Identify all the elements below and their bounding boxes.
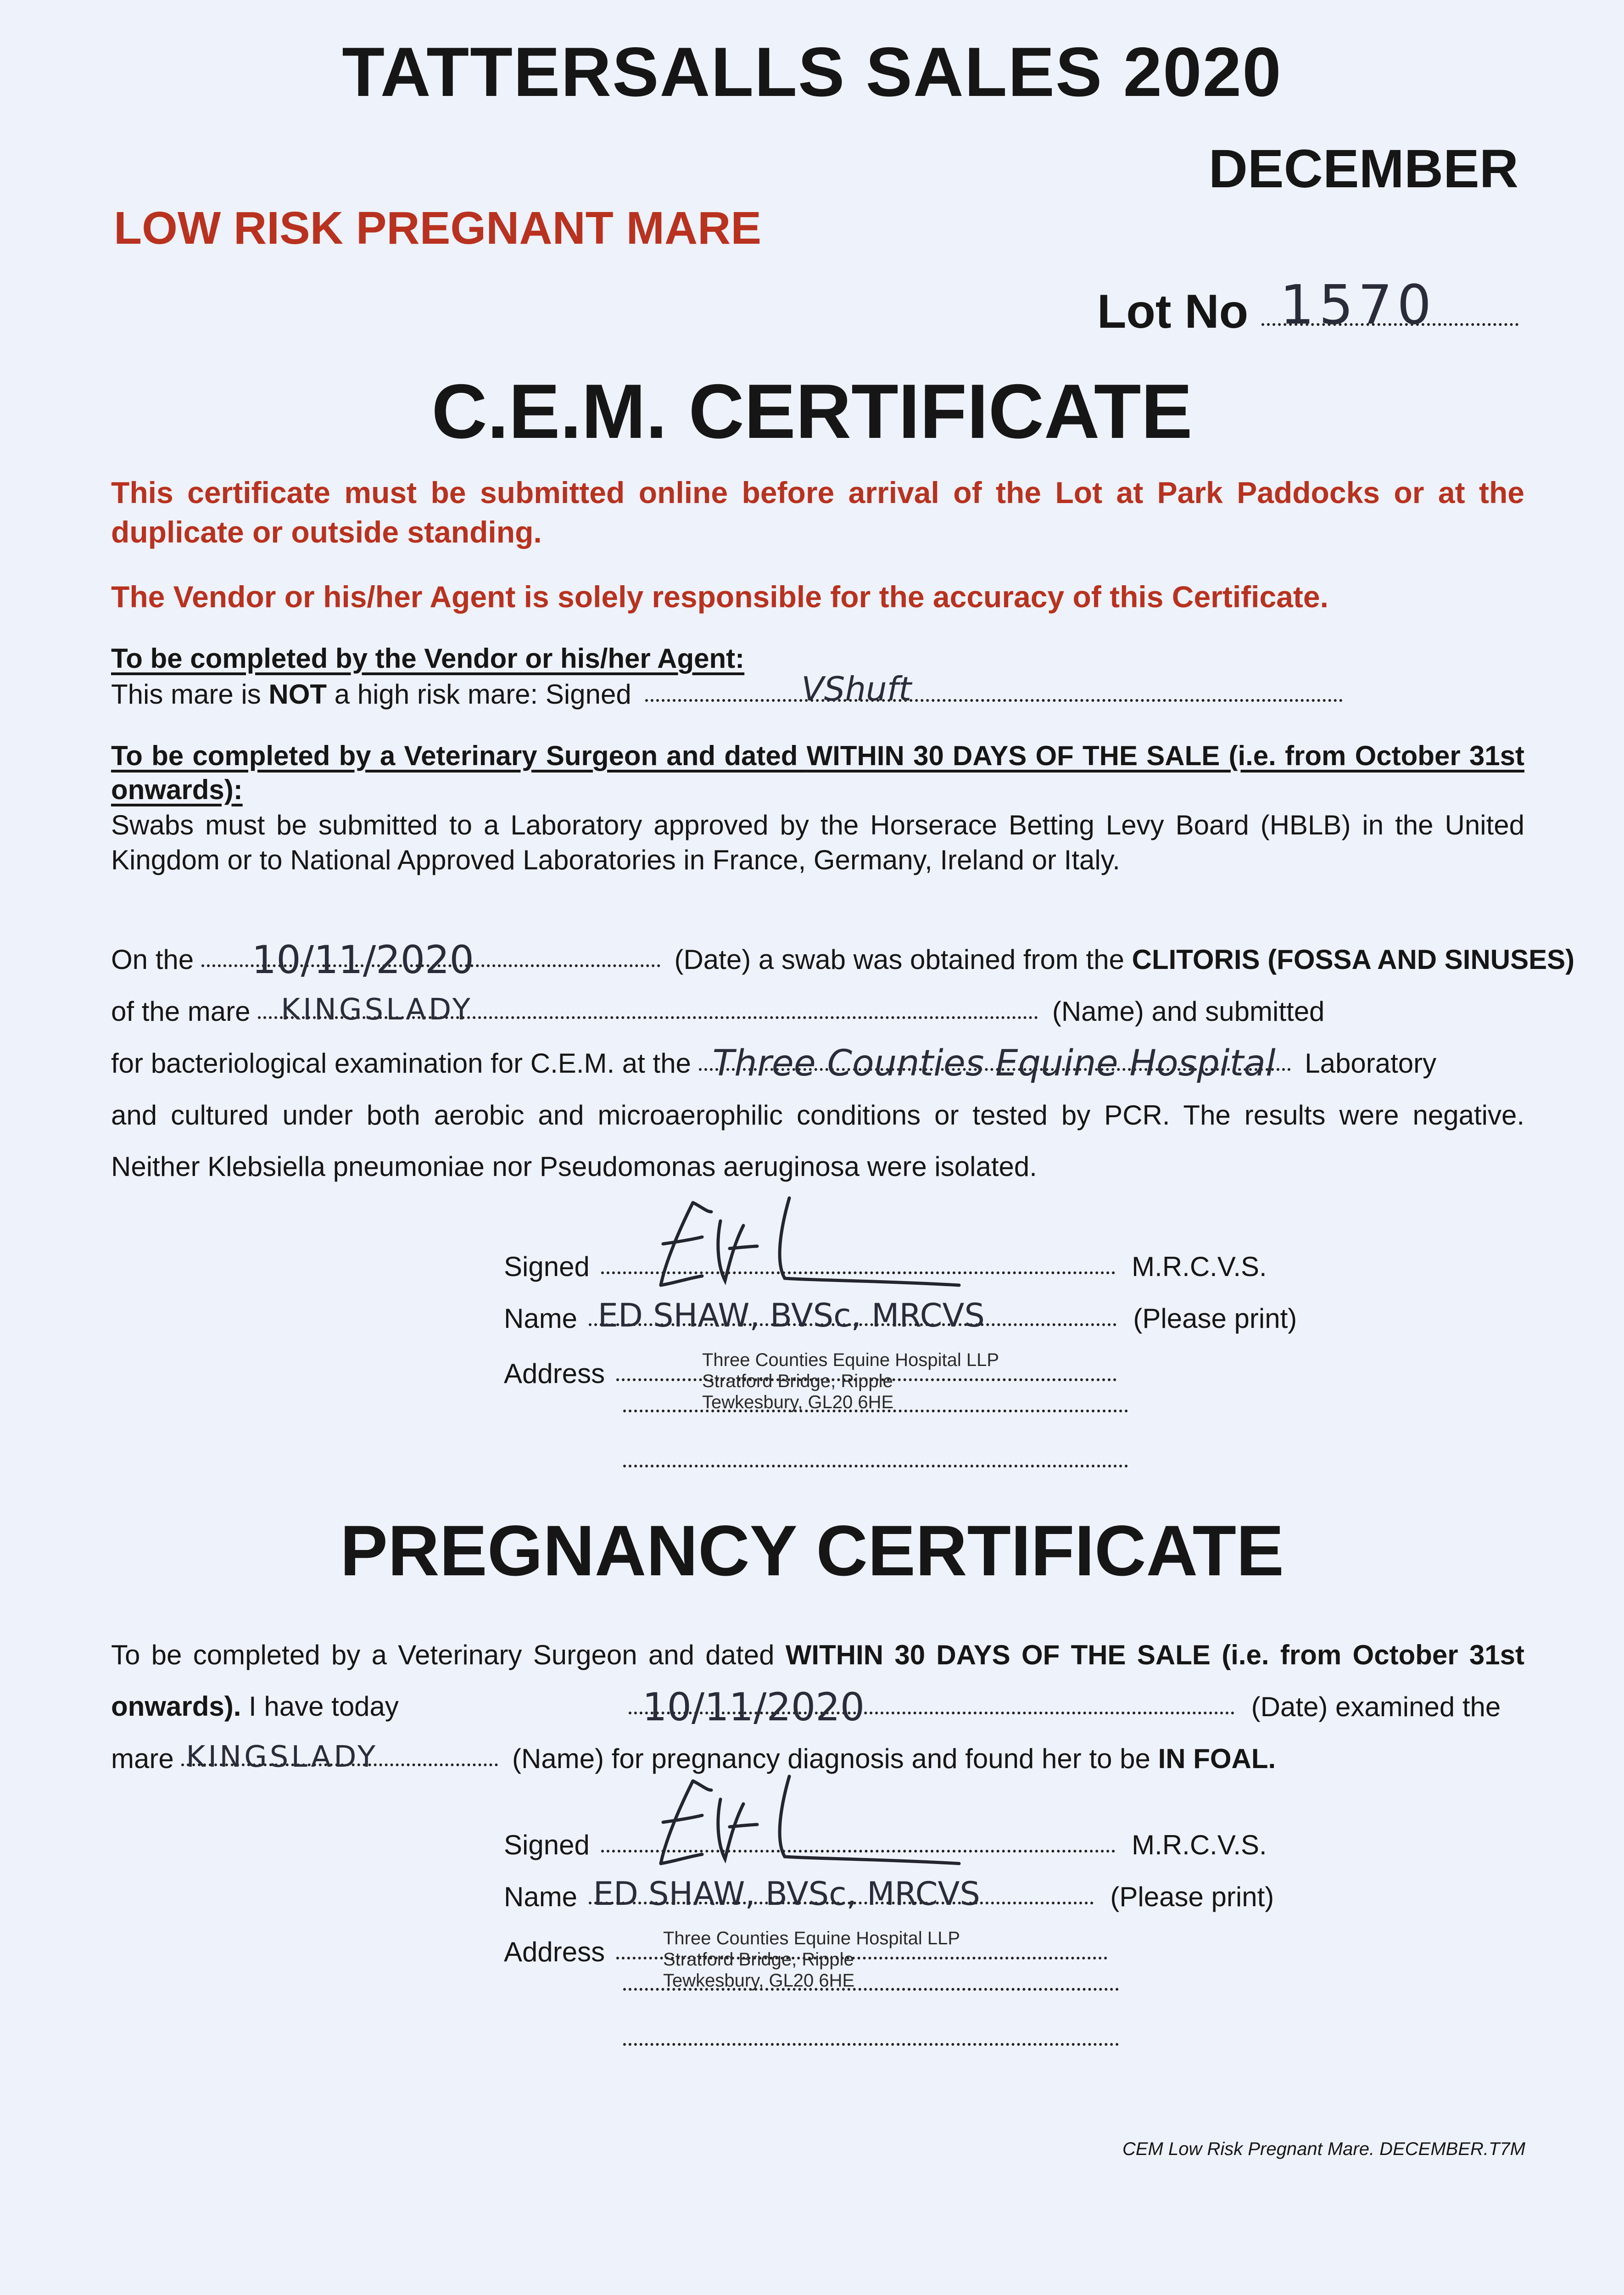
pregnancy-exam-date: 10/11/2020 <box>642 1685 865 1730</box>
cem-address-stamp: Three Counties Equine Hospital LLP Stratford Bridge, Ripple Tewkesbury, GL20 6HE <box>702 1350 999 1412</box>
cem-name-row: Name ED SHAW, BVSc, MRCVS (Please print) <box>504 1297 1297 1334</box>
vet-section-heading: To be completed by a Veterinary Surgeon and dated WITHIN 30 DAYS OF THE SALE (i.e. from October 31st onwards): <box>111 740 1524 805</box>
category-label: LOW RISK PREGNANT MARE <box>114 202 762 254</box>
form-code: CEM Low Risk Pregnant Mare. DECEMBER.T7M <box>1122 2139 1525 2159</box>
cem-notice-responsibility: The Vendor or his/her Agent is solely responsible for the accuracy of this Certificate. <box>111 580 1328 614</box>
page-title: TATTERSALLS SALES 2020 <box>342 33 1282 111</box>
lot-number-field <box>1097 273 1518 339</box>
cem-address-dots-3 <box>623 1463 1128 1472</box>
pregnancy-mare-name: KINGSLADY <box>186 1740 379 1774</box>
lot-number-handwritten: 1570 <box>1280 273 1436 336</box>
pregnancy-address-label-row: Address <box>504 1936 1107 1968</box>
pregnancy-date-row: 10/11/2020 (Date) examined the <box>629 1681 1501 1733</box>
sale-month: DECEMBER <box>1208 139 1518 199</box>
lot-label: Lot No <box>1097 285 1249 338</box>
pregnancy-intro: To be completed by a Veterinary Surgeon and dated WITHIN 30 DAYS OF THE SALE (i.e. from October 31st onwards). I have today <box>111 1640 1524 1722</box>
pregnancy-address-dots-3 <box>623 2042 1119 2050</box>
cem-vet-name: ED SHAW, BVSc, MRCVS <box>597 1297 985 1334</box>
in-foal-result: IN FOAL. <box>1158 1743 1276 1774</box>
pregnancy-signed-row: Signed M.R.C.V.S. <box>504 1830 1267 1860</box>
swab-line-1: On the 10/11/2020 (Date) a swab was obtained from the CLITORIS (FOSSA AND SINUSES) <box>111 934 1574 985</box>
cem-heading: C.E.M. CERTIFICATE <box>431 368 1193 454</box>
cem-vet-signature <box>638 1193 987 1304</box>
swab-date: 10/11/2020 <box>251 937 474 982</box>
pregnancy-address-stamp: Three Counties Equine Hospital LLP Stratford Bridge, Ripple Tewkesbury, GL20 6HE <box>663 1928 960 1991</box>
pregnancy-vet-name: ED SHAW, BVSc, MRCVS <box>593 1875 980 1913</box>
pregnancy-mare-row: mare KINGSLADY (Name) for pregnancy diagnosis and found her to be IN FOAL. <box>111 1733 1276 1785</box>
pregnancy-heading: PREGNANCY CERTIFICATE <box>340 1511 1284 1591</box>
cem-mare-name: KINGSLADY <box>281 993 473 1027</box>
cem-address-label-row: Address <box>504 1358 1116 1389</box>
pregnancy-vet-signature <box>638 1772 987 1882</box>
swabs-requirement: Swabs must be submitted to a Laboratory approved by the Horserace Betting Levy Board (HBLB) in the United Kingdom or to National Approved Laboratories in France, Germany, Ireland or Italy. <box>111 810 1524 875</box>
lab-name-handwritten: Three Counties Equine Hospital <box>712 1043 1276 1084</box>
swab-line-2: of the mare KINGSLADY (Name) and submitted <box>111 986 1324 1037</box>
swab-line-3: for bacteriological examination for C.E.M. at the Three Counties Equine Hospital Laboratory <box>111 1038 1436 1089</box>
swab-results: and cultured under both aerobic and microaerophilic conditions or tested by PCR. The results were negative. Neither Klebsiella pneumoniae nor Pseudomonas aeruginosa were isolated. <box>111 1100 1524 1182</box>
vendor-section-heading: To be completed by the Vendor or his/her Agent: <box>111 643 745 674</box>
cem-signed-row: Signed M.R.C.V.S. <box>504 1251 1267 1282</box>
pregnancy-name-row: Name ED SHAW, BVSc, MRCVS (Please print) <box>504 1875 1274 1913</box>
vendor-declaration: This mare is NOT a high risk mare: Signed VShuft <box>111 678 1343 710</box>
vendor-signature: VShuft <box>801 670 912 708</box>
cem-notice-online: This certificate must be submitted online before arrival of the Lot at Park Paddocks or at the duplicate or outside standing. <box>111 476 1524 549</box>
